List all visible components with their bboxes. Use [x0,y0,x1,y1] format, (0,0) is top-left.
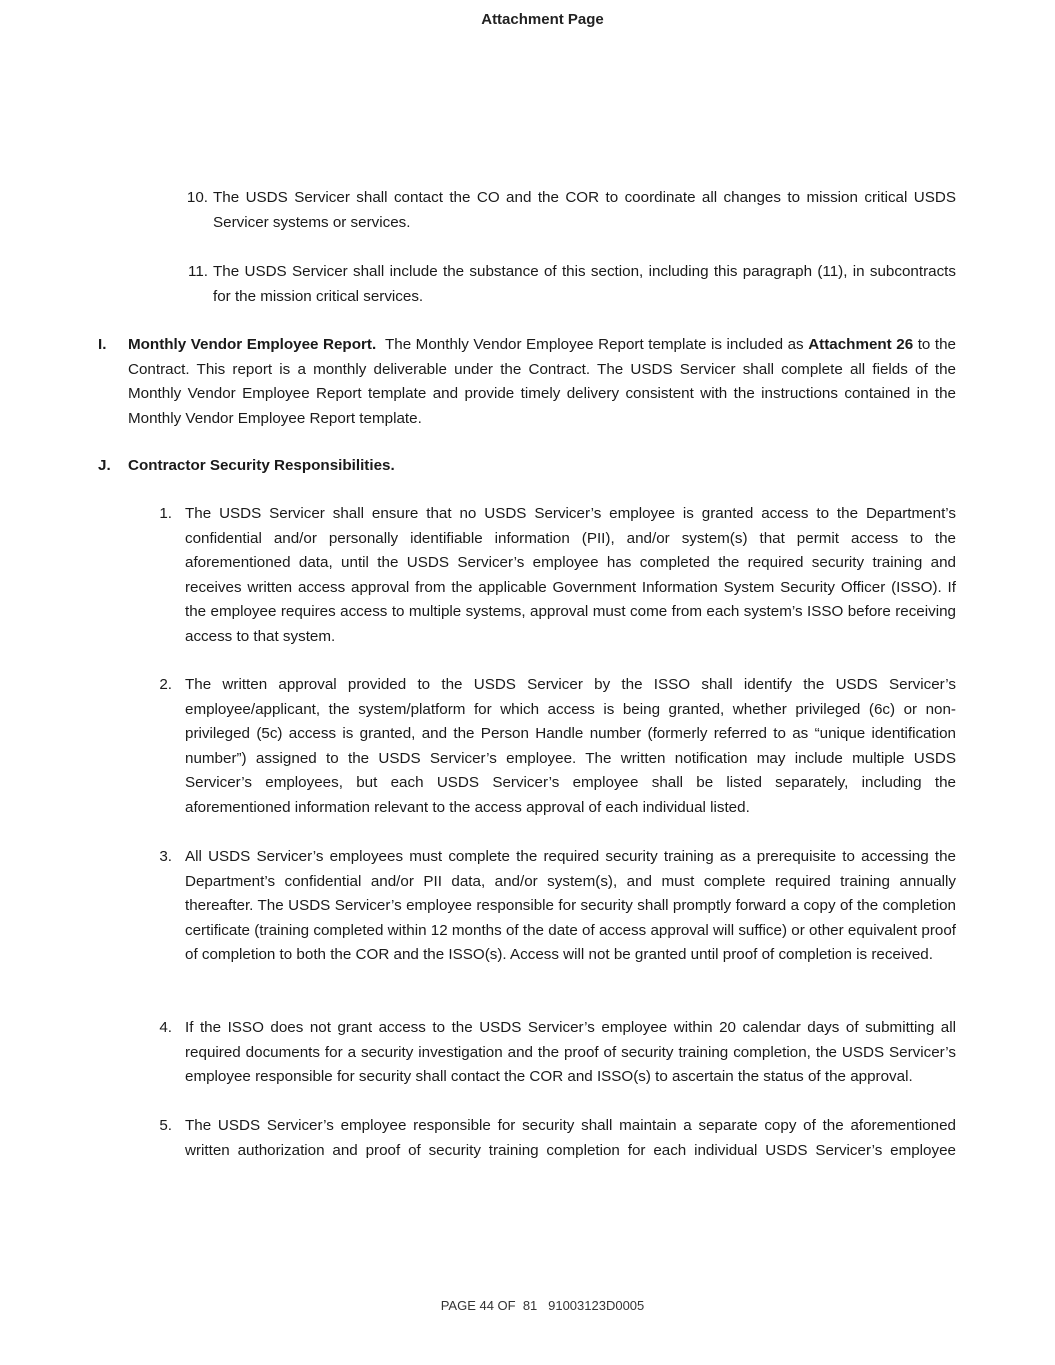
item-number: 2. [159,676,172,693]
section-j-heading: Contractor Security Responsibilities. [128,457,395,474]
section-i-text-a: The Monthly Vendor Employee Report template is included as [384,336,804,353]
section-letter-i: I. [98,336,107,353]
page-footer: PAGE 44 OF 81 91003123D0005 [440,1298,645,1313]
section-i-paragraph [128,333,956,431]
list-item-text: The USDS Servicer shall ensure that no USDS Servicer’s employee is granted access to the Department’s confidential and/or personally identifiable information (PII), and/or system(s) that permit access to the aforementioned data, until the USDS Servicer’s employee has completed the required security training and receives written access approval from the applicable Government Information System Security Officer (ISSO). If the employee requires access to multiple systems, approval must come from each system’s ISSO before receiving access to that system. [185,505,956,645]
list-item-text: All USDS Servicer’s employees must complete the required security training as a prerequisite to accessing the Department’s confidential and/or PII data, and/or system(s), and must complete required training annually thereafter. The USDS Servicer’s employee responsible for security shall promptly forward a copy of the completion certificate (training completed within 12 months of the date of access approval will suffice) or other equivalent proof of completion to both the COR and the ISSO(s). Access will not be granted until proof of completion is received. [185,848,956,963]
item-number: 3. [159,848,172,865]
attachment-reference: Attachment 26 [808,336,914,353]
item-number: 1. [159,505,172,522]
list-item-text: The USDS Servicer’s employee responsible for security shall maintain a separate copy of the aforementioned written authorization and proof of security training completion for each individual USDS Servicer’s employee [185,1117,956,1159]
item-number: 4. [159,1019,172,1036]
section-i-text-b: to the Contract. This report is a monthly deliverable under the Contract. The USDS Servicer shall complete all fields of the Monthly Vendor Employee Report template and provide timely delivery consistent with the instructions contained in the Monthly Vendor Employee Report template. [128,336,956,427]
list-item-text: If the ISSO does not grant access to the USDS Servicer’s employee within 20 calendar days of submitting all required documents for a security investigation and the proof of security training completion, the USDS Servicer’s employee responsible for security shall contact the COR and ISSO(s) to ascertain the status of the approval. [185,1019,956,1085]
list-item-text: The USDS Servicer shall contact the CO and the COR to coordinate all changes to mission critical USDS Servicer systems or services. [213,189,956,231]
list-item-text: The written approval provided to the USDS Servicer by the ISSO shall identify the USDS Servicer’s employee/applicant, the system/platform for which access is being granted, whether privileged (6c) or non-privileged (5c) access is granted, and the Person Handle number (formerly referred to as “unique identification number”) assigned to the USDS Servicer’s employee. The written notification may include multiple USDS Servicer’s employees, but each USDS Servicer’s employee shall be listed separately, including the aforementioned information relevant to the access approval of each individual listed. [185,676,956,816]
list-item-text: The USDS Servicer shall include the substance of this section, including this paragraph (11), in subcontracts for the mission critical services. [213,263,956,305]
item-number: 5. [159,1117,172,1134]
item-number: 11. [188,263,208,280]
section-i-heading: Monthly Vendor Employee Report. [128,336,377,353]
section-letter-j: J. [98,457,111,474]
item-number: 10. [186,189,208,206]
page-header-title: Attachment Page [481,11,604,28]
